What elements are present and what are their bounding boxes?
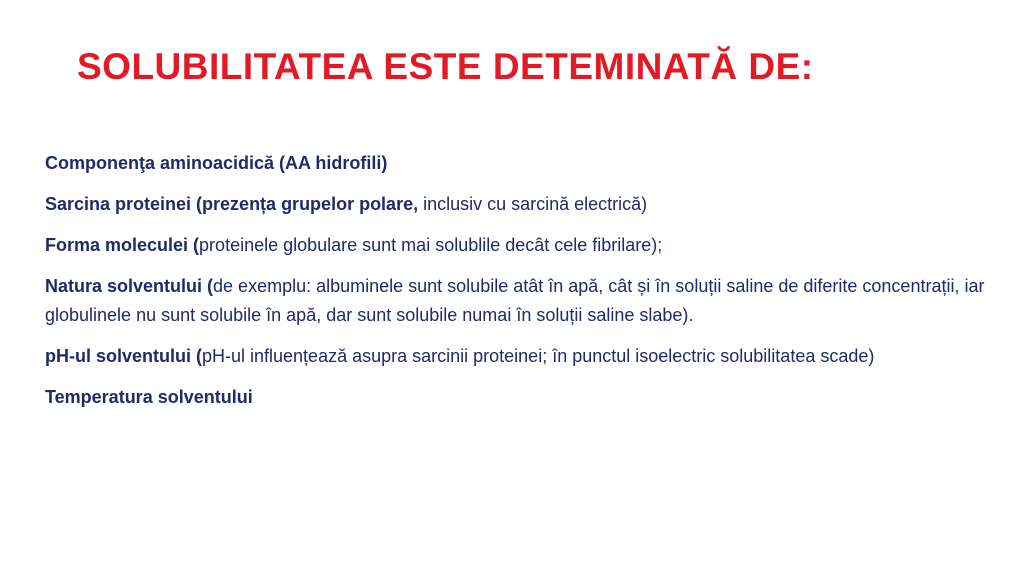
item-heading: Sarcina proteinei (prezența grupelor polare, xyxy=(45,194,419,214)
item-heading: Natura solventului ( xyxy=(45,276,214,296)
item-text: proteinele globulare sunt mai solublile decât cele fibrilare); xyxy=(199,235,663,255)
list-item xyxy=(45,342,985,371)
list-item xyxy=(45,190,985,219)
list-item xyxy=(45,149,985,178)
list-item xyxy=(45,383,985,412)
item-text: pH-ul influențează asupra sarcinii proteinei; în punctul isoelectric solubilitatea scade) xyxy=(202,346,875,366)
item-heading: pH-ul solventului ( xyxy=(45,346,202,366)
list-item xyxy=(45,272,985,330)
item-text: de exemplu: albuminele sunt solubile atât în apă, cât și în soluții saline de diferite concentrații, iar globulinele nu sunt solubile în apă, dar sunt solubile numai în soluții saline slabe). xyxy=(45,276,985,325)
item-heading: Temperatura solventului xyxy=(45,387,253,407)
slide-content xyxy=(45,149,985,424)
item-heading: Forma moleculei ( xyxy=(45,235,200,255)
slide-title: SOLUBILITATEA ESTE DETEMINATĂ DE: xyxy=(77,46,814,87)
item-heading: Componenţa aminoacidică (AA hidrofili) xyxy=(45,153,388,173)
list-item xyxy=(45,231,985,260)
item-text: inclusiv cu sarcină electrică) xyxy=(418,194,648,214)
